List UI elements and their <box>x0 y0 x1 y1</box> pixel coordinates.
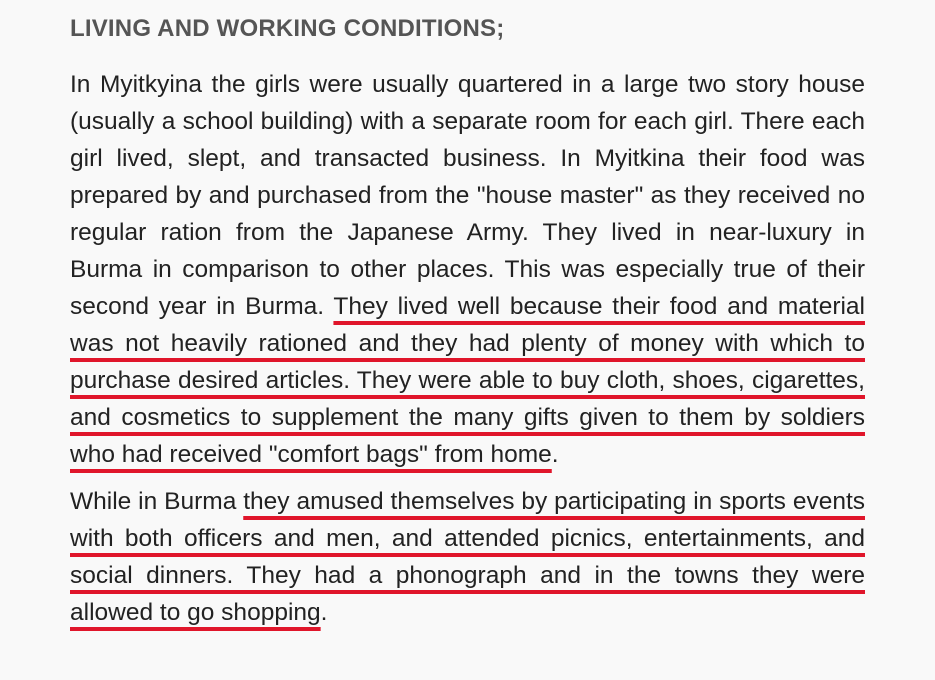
paragraph-2-underlined-text: they amused themselves by participating in sports events with both officers and men, and attended picnics, entertainments, and social dinners. They had a phonograph and in the towns they were allowed to go shopping <box>70 488 865 626</box>
paragraph-living-conditions <box>70 66 865 473</box>
paragraph-1-underlined-text: They lived well because their food and material was not heavily rationed and they had plenty of money with which to purchase desired articles. They were able to buy cloth, shoes, cigarettes, and cosmetics to supplement the many gifts given to them by soldiers who had received "comfort bags" from home <box>70 293 865 468</box>
paragraph-2-text: While in Burma <box>70 488 244 515</box>
section-heading: LIVING AND WORKING CONDITIONS; <box>70 15 505 42</box>
paragraph-1-end: . <box>551 441 559 468</box>
paragraph-1-text: In Myitkyina the girls were usually quartered in a large two story house (usually a school building) with a separate room for each girl. There each girl lived, slept, and transacted business. In Myitkina their food was prepared by and purchased from the "house master" as they received no regular ration from the Japanese Army. They lived in near-luxury in Burma in comparison to other places. This was especially true of their second year in Burma. <box>70 71 865 320</box>
paragraph-amusements <box>70 483 865 631</box>
paragraph-2-end: . <box>320 599 328 626</box>
